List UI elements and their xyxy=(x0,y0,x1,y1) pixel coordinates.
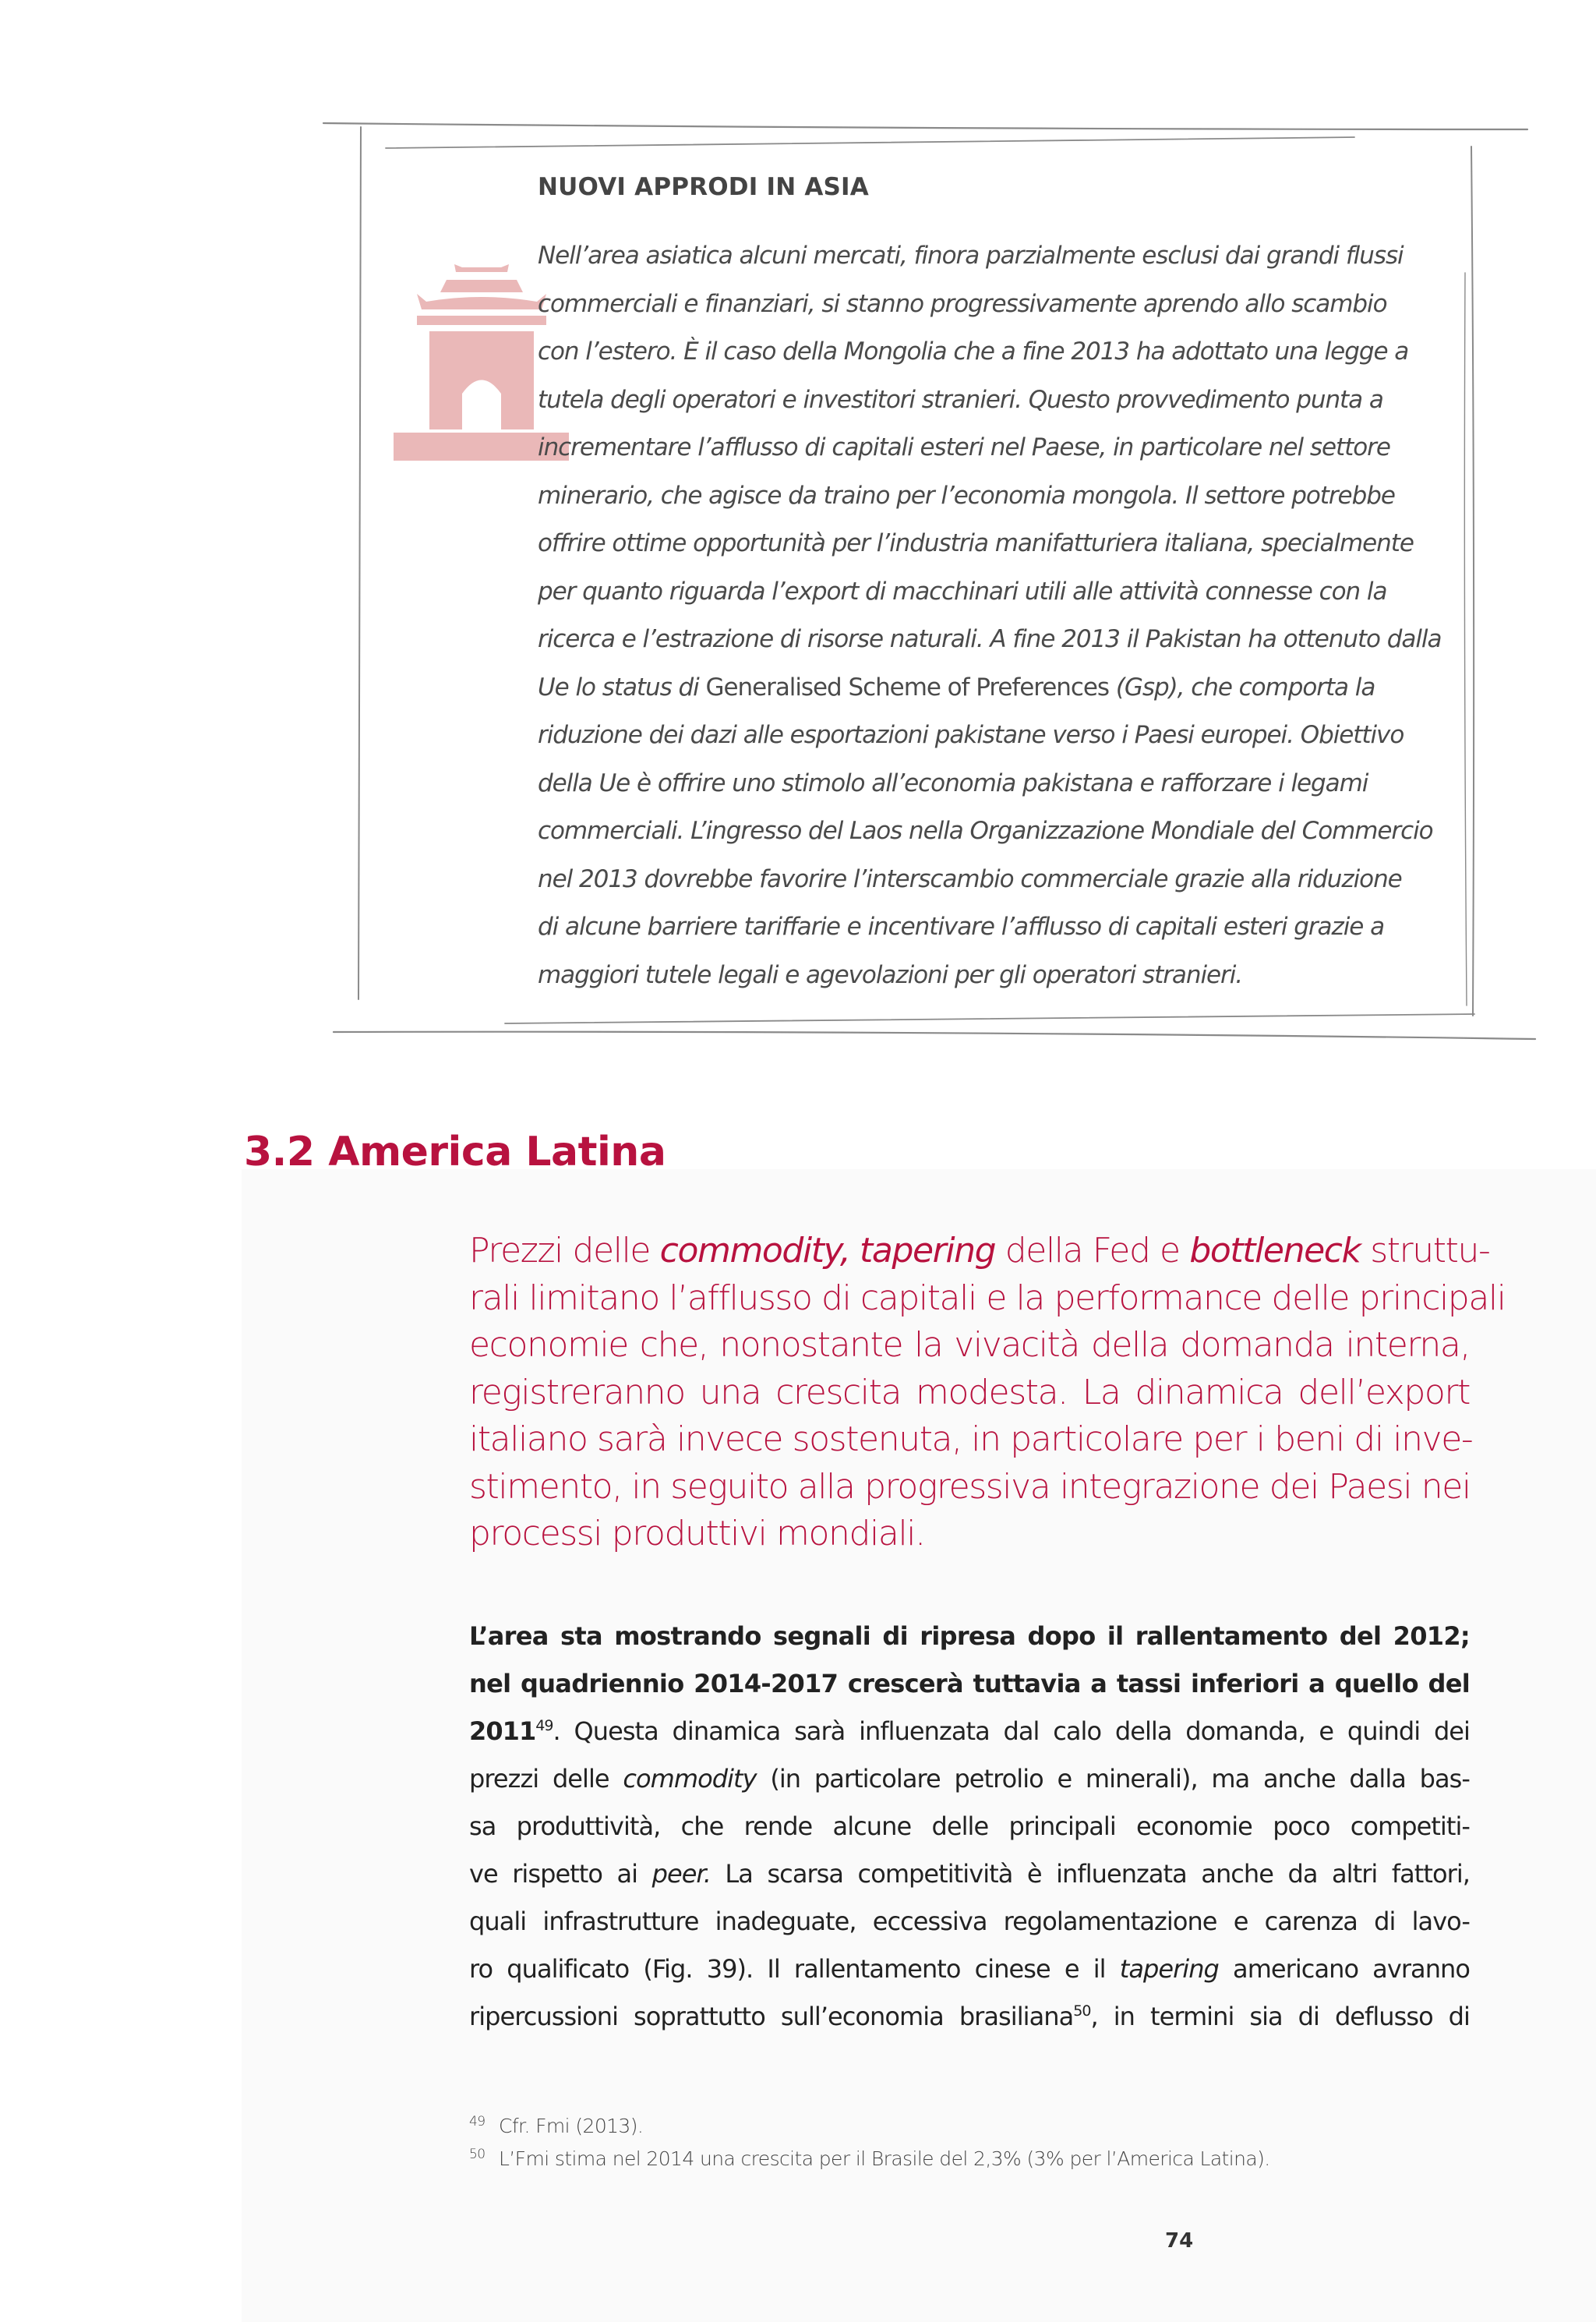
box-line: maggiori tutele legali e agevolazioni per gli operatori stranieri. xyxy=(538,960,1243,989)
body-term: commodity xyxy=(623,1764,757,1794)
box-line: Nell’area asiatica alcuni mercati, finora parzialmente esclusi dai grandi flussi xyxy=(538,242,1404,270)
abstract-line: italiano sarà invece sostenuta, in particolare per i beni di inve- xyxy=(469,1419,1473,1459)
abstract-line: stimento, in seguito alla progressiva integrazione dei Paesi nei xyxy=(469,1466,1471,1507)
box-line: offrire ottime opportunità per l’industria manifatturiera italiana, specialmente xyxy=(538,529,1414,557)
body-line-part: La scarsa competitività è influenzata anche da altri fattori, xyxy=(710,1859,1470,1889)
body-line-part: , in termini sia di deflusso di xyxy=(1090,2002,1470,2031)
body-bold-year: 2011 xyxy=(469,1716,536,1746)
footnote xyxy=(469,2108,1270,2140)
abstract-line xyxy=(469,1228,1490,1275)
body-line: nel quadriennio 2014-2017 crescerà tuttavia a tassi inferiori a quello del xyxy=(469,1669,1470,1698)
body-line: quali infrastrutture inadeguate, eccessiva regolamentazione e carenza di lavo- xyxy=(469,1907,1470,1936)
abstract-line: rali limitano l’afflusso di capitali e la performance delle principali xyxy=(469,1278,1506,1318)
body-line-part: (in particolare petrolio e minerali), ma anche dalla bas- xyxy=(756,1764,1471,1794)
box-line-part: (Gsp), che comporta la xyxy=(1109,673,1375,702)
box-line: della Ue è offrire uno stimolo all’economia pakistana e rafforzare i legami xyxy=(538,769,1368,797)
box-title: NUOVI APPRODI IN ASIA xyxy=(538,173,869,201)
body-line: L’area sta mostrando segnali di ripresa dopo il rallentamento del 2012; xyxy=(469,1621,1470,1651)
box-line: per quanto riguarda l’export di macchinari utili alle attività connesse con la xyxy=(538,577,1387,606)
footnote-number: 50 xyxy=(469,2147,486,2162)
box-body xyxy=(538,232,1465,999)
section-abstract xyxy=(469,1228,1506,1558)
abstract-line: economie che, nonostante la vivacità della domanda interna, xyxy=(469,1325,1470,1365)
box-line: ricerca e l’estrazione di risorse naturali. A fine 2013 il Pakistan ha ottenuto dalla xyxy=(538,625,1442,653)
box-line: di alcune barriere tariffarie e incentivare l’afflusso di capitali esteri grazie a xyxy=(538,913,1385,941)
body-line xyxy=(469,1755,1470,1803)
body-line-part: prezzi delle xyxy=(469,1764,623,1794)
abstract-line: processi produttivi mondiali. xyxy=(469,1514,925,1553)
body-line-part: ripercussioni soprattutto sull’economia brasiliana xyxy=(469,2002,1074,2031)
footnote-text: L’Fmi stima nel 2014 una crescita per il Brasile del 2,3% (3% per l’America Latina). xyxy=(499,2147,1270,2170)
body-term: tapering xyxy=(1119,1954,1219,1984)
gsp-term: Generalised Scheme of Preferences xyxy=(705,673,1110,702)
page-number: 74 xyxy=(1165,2229,1194,2253)
body-term: peer. xyxy=(651,1859,711,1889)
abstract-line: registreranno una crescita modesta. La dinamica dell’export xyxy=(469,1372,1470,1412)
body-line xyxy=(469,1946,1470,1993)
body-paragraph xyxy=(469,1613,1470,2041)
box-line: minerario, che agisce da traino per l’economia mongola. Il settore potrebbe xyxy=(538,481,1395,510)
section-title: 3.2 America Latina xyxy=(244,1129,666,1175)
footnote xyxy=(469,2140,1270,2173)
body-line xyxy=(469,1850,1470,1898)
box-line: nel 2013 dovrebbe favorire l’interscambio commerciale grazie alla riduzione xyxy=(538,864,1402,893)
box-line: tutela degli operatori e investitori stranieri. Questo provvedimento punta a xyxy=(538,385,1383,414)
abstract-term: commodity, tapering xyxy=(659,1231,996,1271)
body-line-part: americano avranno xyxy=(1218,1954,1470,1984)
body-line xyxy=(469,1708,1470,1755)
body-line-part: ve rispetto ai xyxy=(469,1859,652,1889)
abstract-part: struttu- xyxy=(1360,1231,1490,1271)
body-line-part: ro qualificato (Fig. 39). Il rallentamento cinese e il xyxy=(469,1954,1120,1984)
box-line: commerciali e finanziari, si stanno progressivamente aprendo allo scambio xyxy=(538,289,1387,318)
footnote-ref[interactable]: 49 xyxy=(535,1717,553,1734)
box-line-part: Ue lo status di xyxy=(538,673,706,702)
box-line xyxy=(538,664,1465,712)
body-line xyxy=(469,1993,1470,2041)
footnotes xyxy=(469,2108,1270,2173)
abstract-part: Prezzi delle xyxy=(469,1231,660,1271)
footnote-text: Cfr. Fmi (2013). xyxy=(499,2115,644,2137)
body-line-part: . Questa dinamica sarà influenzata dal calo della domanda, e quindi dei xyxy=(553,1716,1470,1746)
box-line: incrementare l’afflusso di capitali esteri nel Paese, in particolare nel settore xyxy=(538,433,1390,461)
box-line: riduzione dei dazi alle esportazioni pakistane verso i Paesi europei. Obiettivo xyxy=(538,721,1404,749)
footnote-number: 49 xyxy=(469,2114,486,2129)
abstract-part: della Fed e xyxy=(995,1231,1190,1271)
footnote-ref[interactable]: 50 xyxy=(1073,2002,1091,2020)
body-line: sa produttività, che rende alcune delle principali economie poco competiti- xyxy=(469,1811,1470,1841)
box-line: con l’estero. È il caso della Mongolia che a fine 2013 ha adottato una legge a xyxy=(538,338,1409,366)
box-line: commerciali. L’ingresso del Laos nella Organizzazione Mondiale del Commercio xyxy=(538,817,1433,845)
abstract-term: bottleneck xyxy=(1189,1231,1361,1271)
